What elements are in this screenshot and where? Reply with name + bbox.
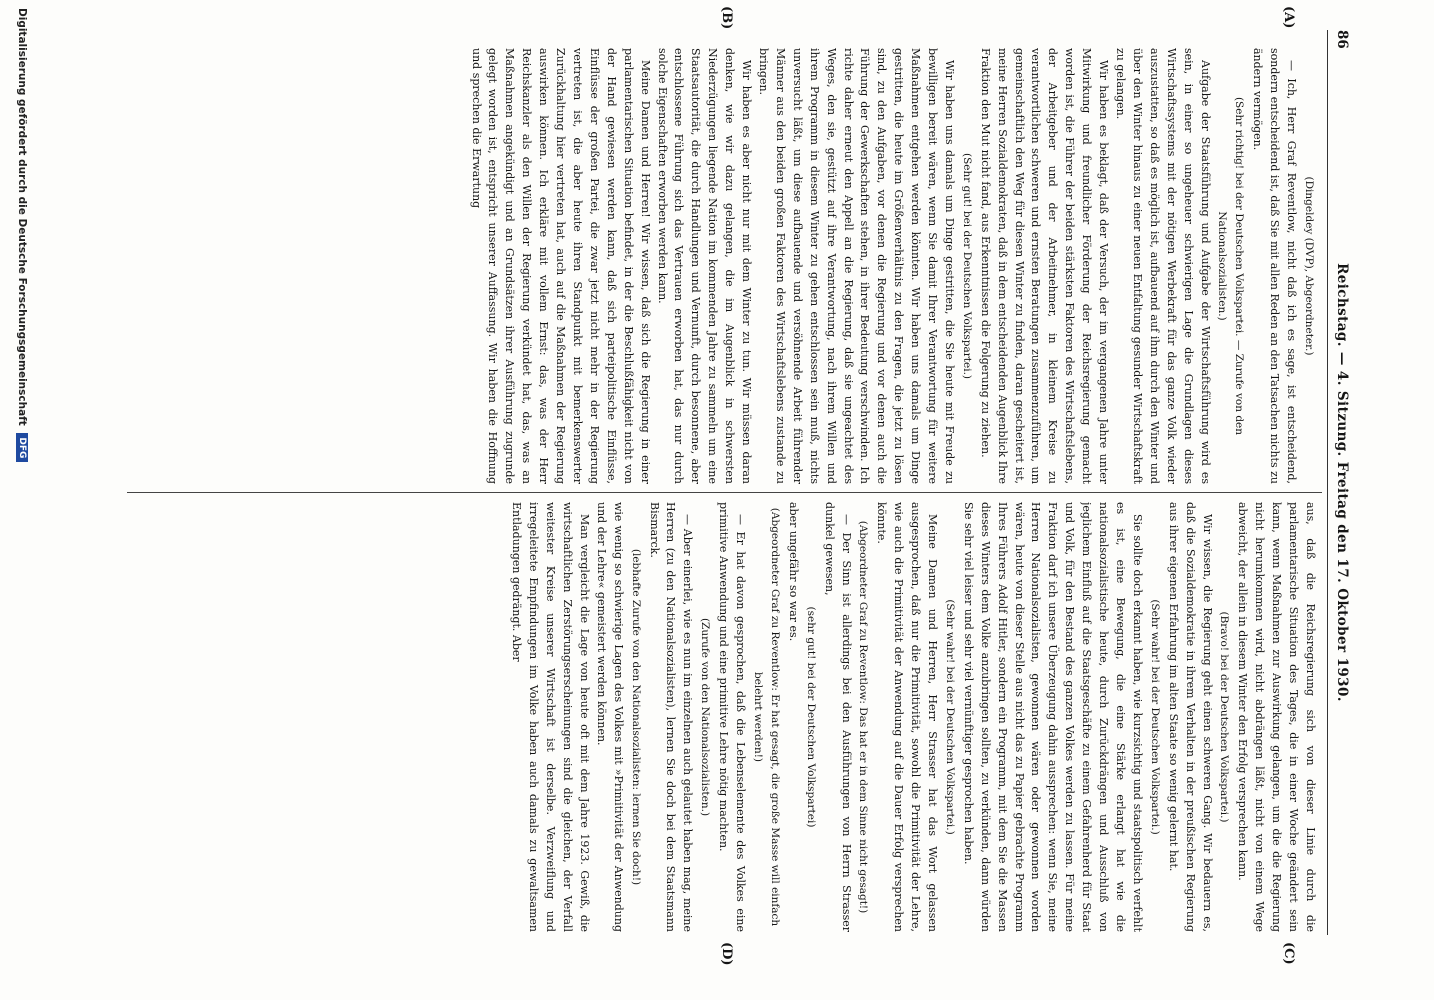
speech-paragraph: Aufgabe der Staatsführung und Aufgabe der Wirtschaftsführung wird es sein, in einer so ungeheuer schwierigen Lage die Grundlagen dieses Wirtschaftssystems mit der nötigen Werbekraft für das ganze Volk wieder auszustatten, so daß es möglich ist, aufbauend auf ihm durch den Winter und über den Winter hinaus zu einer neuen Entfaltung gesunder Wirtschaftskraft zu gelangen. <box>1114 48 1212 484</box>
speech-paragraph: Wir wissen, die Regierung geht einen schweren Gang. Wir bedauern es, daß die Sozialdemokratie in ihrem Verhalten in der preußischen Regierung aus ihrer eigenen Erfahrung im alten Staate so wenig gelernt hat. <box>1166 502 1214 932</box>
header-rule <box>1327 30 1328 935</box>
dfg-logo: DFG <box>16 433 28 462</box>
column-divider <box>127 492 1322 493</box>
digitization-credit: Digitalisierung gefördert durch die Deutsche Forschungsgemeinschaft <box>16 8 28 426</box>
interjection: (Sehr richtig! bei der Deutschen Volkspartei. — Zurufe von den Nationalsozialisten.) <box>1216 96 1246 436</box>
speech-paragraph: aber ungefähr so war es. <box>786 502 800 642</box>
left-text-column <box>123 48 1318 484</box>
speech-paragraph: Wir haben es beklagt, daß der Versuch, der im vergangenen Jahre unter Mitwirkung und freundlicher Förderung der Reichsregierung gemacht worden ist, die Führer der beiden stärksten Faktoren des Wirtschaftslebens, der Arbeitgeber und der Arbeitnehmer, in kleinem Kreise zu verantwortlichen schweren und ernsten Beratungen zusammenzuführen, um gemeinschaftlich den Weg für diesen Winter zu finden, daran gescheitert ist, meine Herren Sozialdemokraten, daß in dem entscheidenden Augenblick Ihre Fraktion den Mut nicht fand, aus Erkenntnissen die Folgerung zu ziehen. <box>978 48 1111 484</box>
interjection: (Dingeldey (DVP), Abgeordneter.) <box>1303 176 1315 356</box>
speech-paragraph: Man vergleicht die Lage von heute oft mit dem Jahre 1923. Gewiß, die wirtschaftlichen Zerstörungserscheinungen sind die gleichen, der Verfall weitester Kreise unserer Wirtschaft ist derselbe. Verzweiflung und irregeleitete Empfindungen im Volke haben auch damals zu gewaltsamen Entladungen gedrängt. Aber <box>510 502 591 932</box>
speech-paragraph: Meine Damen und Herren! Wir wissen, daß sich die Regierung in einer parlamentarischen Situation befindet, in der die Beschlußfähigkeit nicht von der Hand gewiesen werden kann, daß sich parteipolitische Einflüsse, Einflüsse der großen Partei, die zwar jetzt nicht mehr in der Regierung vertreten ist, die aber heute ihren Standpunkt mit bemerkenswerter Zurückhaltung hier vertreten hat, auch auf die Maßnahmen der Regierung auswirken können. Ich erkläre mit vollem Ernst: das, was der Herr Reichskanzler als den Willen der Regierung verkündet hat, das, was an Maßnahmen angekündigt und an Grundsätzen ihrer Ausführung zugrunde gelegt worden ist, entspricht unserer Auffassung. Wir haben die Hoffnung und sprechen die Erwartung <box>469 48 652 484</box>
margin-letter-a: (A) <box>1281 6 1296 29</box>
speech-paragraph: Sie sollte doch erkannt haben, wie kurzsichtig und staatspolitisch verfehlt es ist, eine Bewegung, die eine Stärke erlangt hat wie die nationalsozialistische heute, durch Zurückdrängen und Ausschluß von jeglichem Einfluß auf die Staatsgeschäfte zu einem Gefahrenherd für Staat und Volk, für den Bestand des ganzen Volkes werden zu lassen. Für meine Fraktion darf ich unsere Überzeugung dahin aussprechen: wenn Sie, meine Herren Nationalsozialisten, gewonnen wären oder gewonnen worden wären, heute von dieser Stelle aus nicht das zu Papier gebrachte Programm Ihres Führers Adolf Hitler, sondern ein Programm, mit dem Sie die Massen dieses Winters dem Volke anzubringen sollten, zu verkünden, dann würden Sie sehr viel leiser und sehr viel vernünftiger gesprochen haben. <box>961 502 1144 932</box>
speech-paragraph: aus, daß die Reichsregierung sich von dieser Linie durch die parlamentarische Situation des Tages, die in einer Woche geändert sein kann, wenn Maßnahmen zur Auswirkung gelangen, um die die Regierung nicht herumkommen wird, nicht abdrängen läßt, nicht von einem Wege abweicht, der allein in diesem Winter den Erfolg versprechen kann. <box>1236 502 1317 932</box>
speech-paragraph: Meine Damen und Herren, Herr Strasser hat das Wort gelassen ausgesprochen, daß nur die Primitivität, sowohl die Primitivität der Lehre, wie auch die Primitivität der Anwendung auf die Dauer Erfolg versprechen könnte. <box>875 502 940 932</box>
speech-paragraph: — Er hat davon gesprochen, daß die Lebenselemente des Volkes eine primitive Anwendung und eine primitive Lehre nötig machten. <box>717 502 748 932</box>
margin-letter-b: (B) <box>719 6 734 30</box>
speech-paragraph: wie wenig so schwierige Lagen des Volkes mit »Primitivität der Anwendung und der Lehre« gemeistert werden können. <box>594 502 625 932</box>
speech-paragraph: Wir haben es aber nicht nur mit dem Winter zu tun. Wir müssen daran denken, wie wir dazu gelangen, die im Augenblick in schwersten Niederzügungen liegende Nation im kommenden Jahre zu sammeln um eine Staatsautorität, die durch Handlungen und Vernunft, durch besonnene, aber entschlossene Führung sich das Vertrauen erworben hat, das nur durch solche Eigenschaften erworben werden kann. <box>655 48 754 484</box>
interjection: (Zurufe von den Nationalsozialisten.) <box>699 617 712 817</box>
running-head: Reichstag. — 4. Sitzung. Freitag den 17. Oktober 1930. <box>1334 263 1350 702</box>
right-text-column <box>123 502 1318 932</box>
speech-paragraph: — Ich, Herr Graf Reventlow, nicht daß ich es sage, ist entscheidend, sondern entscheidend ist, daß Sie mit allen Reden an den Tatsachen nichts zu ändern vermögen. <box>1251 48 1299 484</box>
interjection: (Abgeordneter Graf zu Reventlow: Das hat er in dem Sinne nicht gesagt!) <box>857 520 870 914</box>
interjection: (Bravo! bei der Deutschen Volkspartei.) <box>1218 611 1231 823</box>
interjection: (lebhafte Zurufe von den Nationalsozialisten: lernen Sie doch!) <box>629 548 642 886</box>
interjection: (Abgeordneter Graf zu Reventlow: Er hat gesagt, die große Masse will einfach belehrt werden!) <box>752 507 781 927</box>
interjection: (Sehr wahr! bei der Deutschen Volkspartei.) <box>1148 599 1161 835</box>
interjection: (Sehr wahr! bei der Deutschen Volkspartei.) <box>943 599 956 835</box>
margin-letter-d: (D) <box>719 942 734 966</box>
interjection: (Sehr gut! bei der Deutschen Volkspartei.) <box>960 152 973 380</box>
speech-paragraph: — Der Sinn ist allerdings bei den Ausführungen von Herrn Strasser dunkel gewesen, <box>822 502 853 932</box>
digitization-note <box>16 8 28 462</box>
page-header <box>1330 30 1354 935</box>
page-number: 86 <box>1334 30 1350 49</box>
speech-paragraph: Wir haben uns damals um Dinge gestritten, die Sie heute mit Freude zu bewilligen bereit wären, wenn Sie damit Ihrer Verantwortung für weitere Maßnahmen entgehen werden könnten. Wir haben uns damals um Dinge gestritten, die heute im Größenverhältnis zu den Fragen, die jetzt zu lösen sind, zu den Aufgaben, vor denen die Regierung und vor denen auch die Führung der Gewerkschaften stehen, in ihrer Bedeutung verschwinden. Ich richte daher erneut den Appell an die Regierung, daß sie ungeachtet des Weges, den sie, gestützt auf ihre Verantwortung, nach ihrem Willen und ihrem Programm in diesem Winter zu gehen entschlossen sein muß, nichts unversucht läßt, um diese aufbauende und versöhnende Arbeit führender Männer aus den beiden großen Faktoren des Wirtschaftslebens zustande zu bringen. <box>757 48 956 484</box>
speech-paragraph: — Aber einerlei, wie es nun im einzelnen auch gelautet haben mag, meine Herren (zu den Nationalsozialisten), lernen Sie doch bei dem Staatsmann Bismarck. <box>647 502 695 932</box>
interjection: (sehr gut! bei der Deutschen Volkspartei) <box>804 606 817 828</box>
margin-letter-c: (C) <box>1281 942 1296 965</box>
